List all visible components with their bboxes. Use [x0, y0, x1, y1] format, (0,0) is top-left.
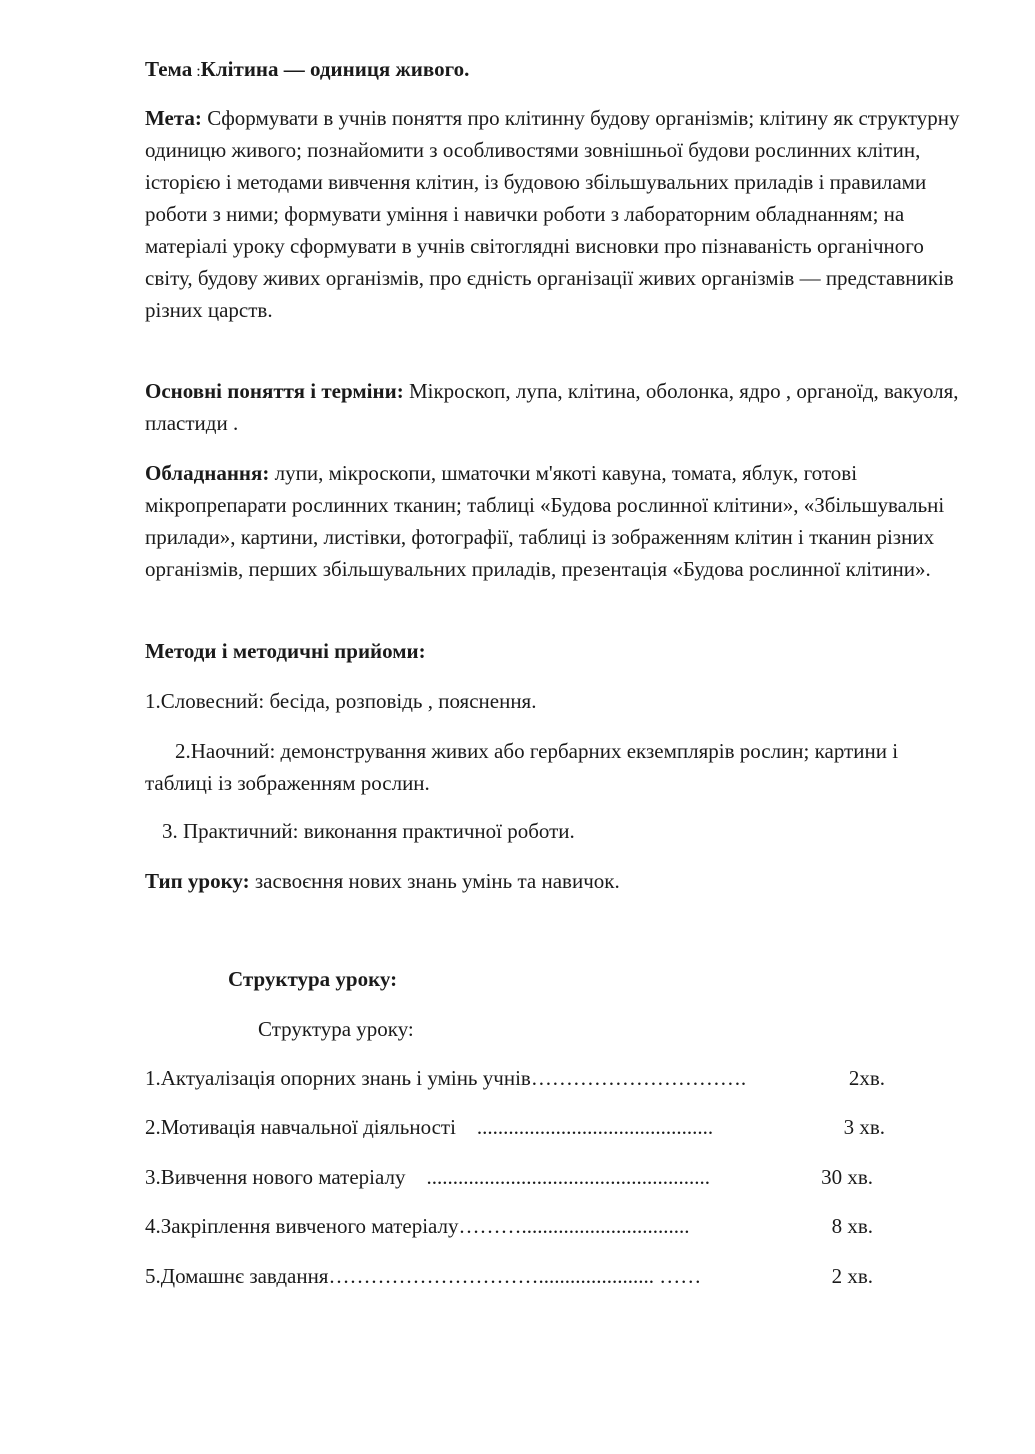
topic-line	[145, 53, 960, 88]
structure-row-duration: 2 хв.	[831, 1264, 873, 1288]
goal-label: Мета:	[145, 106, 202, 130]
lesson-type-text: засвоєння нових знань умінь та навичок.	[254, 869, 620, 893]
lesson-type-label: Тип уроку:	[145, 869, 250, 893]
concepts-paragraph	[145, 375, 960, 439]
concepts-text: Мікроскоп, лупа, клітина, оболонка, ядро , органоїд, вакуоля, пластиди .	[145, 379, 959, 435]
structure-row-duration: 30 хв.	[821, 1165, 873, 1189]
concepts-label: Основні поняття і терміни:	[145, 379, 404, 403]
topic-value: Клітина — одиниця живого.	[200, 57, 470, 81]
structure-row-label: 3.Вивчення нового матеріалу ......................................................	[145, 1165, 710, 1189]
structure-heading-bold: Структура уроку:	[228, 967, 398, 991]
structure-row-duration: 2хв.	[848, 1066, 885, 1090]
lesson-type-paragraph	[145, 865, 960, 897]
structure-row-label: 5.Домашнє завдання…………………………...................... ……	[145, 1264, 702, 1288]
goal-paragraph	[145, 102, 960, 326]
structure-row	[145, 1062, 885, 1094]
structure-row-label: 1.Актуалізація опорних знань і умінь учнів………………………….	[145, 1066, 747, 1090]
structure-row-duration: 3 хв.	[843, 1115, 885, 1139]
method-item: 1.Словесний: бесіда, розповідь , пояснення.	[145, 689, 537, 713]
equipment-paragraph	[145, 457, 960, 585]
structure-row	[145, 1260, 873, 1292]
structure-row-duration: 8 хв.	[831, 1214, 873, 1238]
structure-heading: Структура уроку:	[258, 1017, 414, 1041]
structure-row	[145, 1210, 873, 1242]
methods-heading: Методи і методичні прийоми:	[145, 639, 426, 663]
method-item: 2.Наочний: демонстрування живих або гербарних екземплярів рослин; картини і таблиці із зображенням рослин.	[145, 739, 899, 795]
equipment-label: Обладнання:	[145, 461, 270, 485]
structure-row	[145, 1161, 873, 1193]
goal-text: Сформувати в учнів поняття про клітинну будову організмів; клітину як структурну одиницю живого; познайомити з особливостями зовнішньої будови рослинних клітин, історією і методами вивчення клітин, із будовою збільшувальних приладів і правилами роботи з ними; формувати уміння і навички роботи з лабораторним обладнанням; на матеріалі уроку сформувати в учнів світоглядні висновки про пізнаваність органічного світу, будову живих організмів, про єдність організації живих організмів — представників різних царств.	[145, 106, 960, 322]
topic-label: Тема	[145, 57, 193, 81]
equipment-text: лупи, мікроскопи, шматочки м'якоті кавуна, томата, яблук, готові мікропрепарати рослинних тканин; таблиці «Будова рослинної клітини», «Збільшувальні прилади», картини, листівки, фотографії, таблиці із зображенням клітин і тканин різних організмів, перших збільшувальних приладів, презентація «Будова рослинної клітини».	[145, 461, 945, 581]
structure-row-label: 2.Мотивація навчальної діяльності .............................................	[145, 1115, 714, 1139]
structure-row	[145, 1111, 885, 1143]
topic-separator: :	[192, 63, 201, 80]
structure-row-label: 4.Закріплення вивченого матеріалу………................................	[145, 1214, 690, 1238]
method-item: 3. Практичний: виконання практичної роботи.	[162, 819, 575, 843]
